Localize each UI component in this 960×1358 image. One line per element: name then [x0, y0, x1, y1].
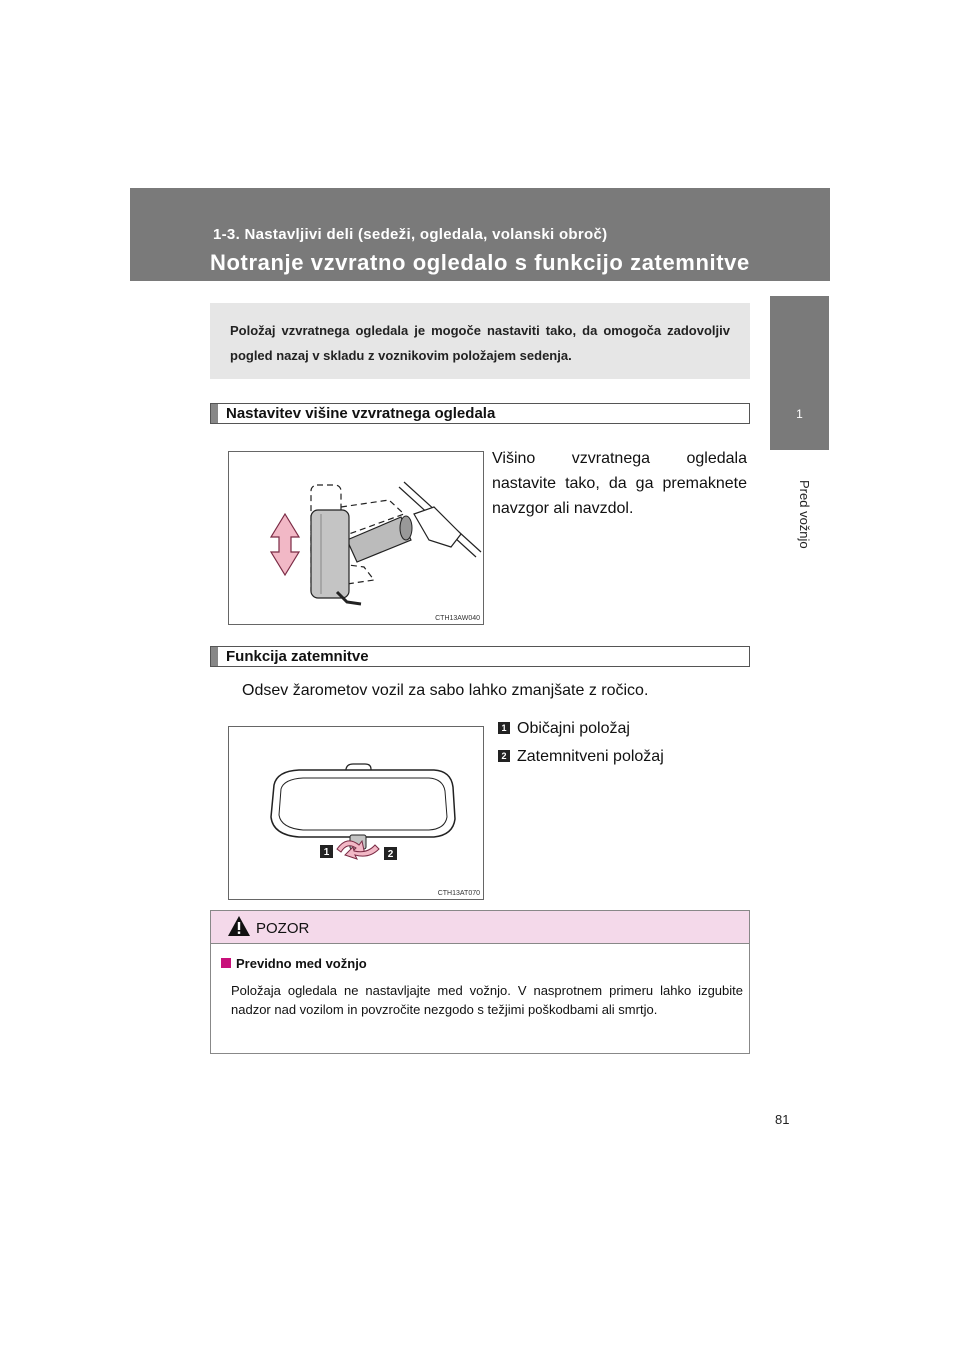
section-heading-dimming: [210, 646, 750, 667]
section-heading-height: [210, 403, 750, 424]
figure-code: CTH13AW040: [435, 615, 480, 622]
caution-subheading: [221, 956, 367, 971]
section-stripe: [211, 404, 218, 423]
section-breadcrumb: 1-3. Nastavljivi deli (sedeži, ogledala, volanski obroč): [213, 226, 608, 243]
intro-box: [210, 303, 750, 379]
svg-text:1: 1: [323, 847, 330, 858]
figure-mirror-height: [228, 451, 484, 625]
section-stripe: [211, 647, 218, 666]
warning-triangle-icon: [227, 915, 251, 937]
section-heading-label: Funkcija zatemnitve: [226, 648, 369, 665]
bullet-square-icon: [221, 958, 231, 968]
page-number: 81: [775, 1112, 790, 1127]
legend-item-normal: [498, 720, 630, 738]
number-marker: 2: [498, 750, 510, 762]
mirror-dimming-illustration: [229, 727, 483, 899]
svg-text:2: 2: [387, 849, 394, 860]
caution-subheading-text: Previdno med vožnjo: [236, 956, 367, 971]
page-title: Notranje vzvratno ogledalo s funkcijo zatemnitve: [210, 250, 750, 275]
chapter-header: [130, 188, 830, 281]
caution-label: POZOR: [256, 920, 310, 937]
intro-text: Položaj vzvratnega ogledala je mogoče nastaviti tako, da omogoča zadovoljiv pogled nazaj v skladu z voznikovim položajem sedenja.: [230, 323, 730, 363]
mirror-height-illustration: [229, 452, 483, 624]
chapter-number: 1: [796, 407, 803, 421]
legend-label: Zatemnitveni položaj: [517, 748, 664, 765]
legend-item-dimmed: [498, 748, 664, 766]
chapter-label: Pred vožnjo: [797, 480, 812, 549]
figure-dimming-lever: [228, 726, 484, 900]
caution-text: Položaja ogledala ne nastavljajte med vožnjo. V nasprotnem primeru lahko izgubite nadzor nad vozilom in povzročite nezgodo s težjimi poškodbami ali smrtjo.: [231, 983, 743, 1017]
caution-header: [211, 911, 749, 944]
body-text-dimming: Odsev žarometov vozil za sabo lahko zmanjšate z ročico.: [242, 682, 649, 699]
legend-label: Običajni položaj: [517, 720, 630, 737]
number-marker: 1: [498, 722, 510, 734]
caution-box: [210, 910, 750, 1054]
section-heading-label: Nastavitev višine vzvratnega ogledala: [226, 405, 496, 422]
body-text-height: Višino vzvratnega ogledala nastavite tako, da ga premaknete navzgor ali navzdol.: [492, 450, 747, 517]
up-down-arrow-icon: [271, 514, 299, 575]
figure-code: CTH13AT070: [437, 890, 480, 897]
chapter-tab[interactable]: [770, 296, 829, 450]
